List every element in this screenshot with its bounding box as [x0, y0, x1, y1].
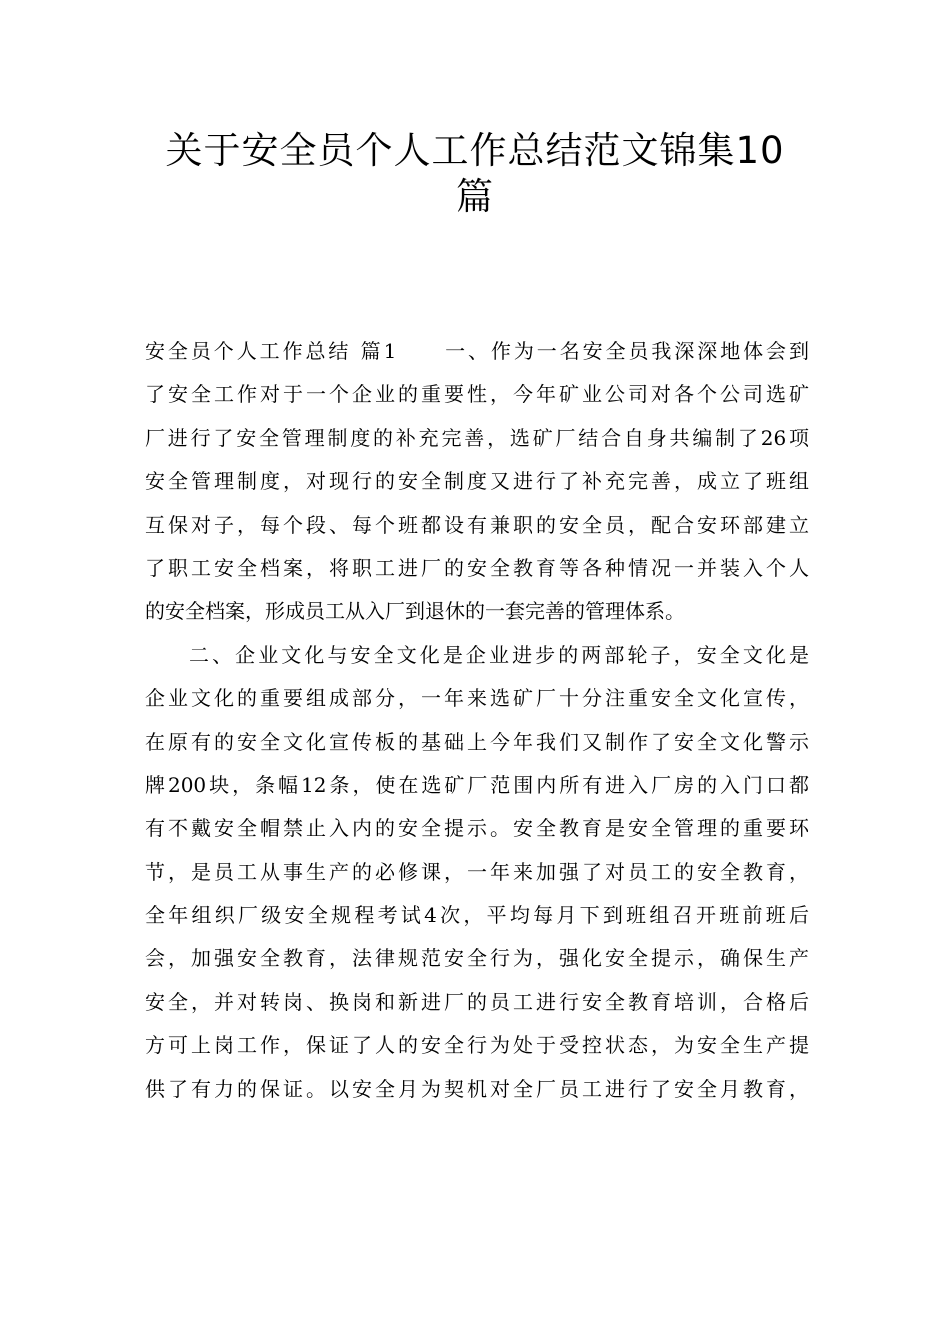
body-line: 全年组织厂级安全规程考试4次，平均每月下到班组召开班前班后: [145, 903, 809, 928]
body-line: 的安全档案，形成员工从入厂到退休的一套完善的管理体系。: [145, 599, 685, 624]
document-title: [140, 128, 810, 220]
body-line: 厂进行了安全管理制度的补充完善，选矿厂结合自身共编制了26项: [145, 425, 809, 450]
body-line: 互保对子，每个段、每个班都设有兼职的安全员，配合安环部建立: [145, 512, 809, 537]
body-line: 节，是员工从事生产的必修课，一年来加强了对员工的安全教育，: [145, 859, 809, 884]
body-line: 安全员个人工作总结 篇1 一、作为一名安全员我深深地体会到: [145, 339, 809, 363]
body-line: 供了有力的保证。以安全月为契机对全厂员工进行了安全月教育，: [145, 1076, 809, 1101]
body-line: 二、企业文化与安全文化是企业进步的两部轮子，安全文化是: [189, 642, 809, 667]
body-line: 安全管理制度，对现行的安全制度又进行了补充完善，成立了班组: [145, 469, 809, 494]
body-line: 方可上岗工作，保证了人的安全行为处于受控状态，为安全生产提: [145, 1033, 809, 1058]
body-line: 企业文化的重要组成部分，一年来选矿厂十分注重安全文化宣传，: [145, 686, 809, 711]
body-line: 了职工安全档案，将职工进厂的安全教育等各种情况一并装入个人: [145, 555, 809, 580]
body-line: 有不戴安全帽禁止入内的安全提示。安全教育是安全管理的重要环: [145, 816, 809, 841]
title-line-1: 关于安全员个人工作总结范文锦集10: [165, 129, 785, 172]
body-line: 会，加强安全教育，法律规范安全行为，强化安全提示，确保生产: [145, 946, 809, 971]
body-line: 了安全工作对于一个企业的重要性，今年矿业公司对各个公司选矿: [145, 382, 809, 407]
body-line: 在原有的安全文化宣传板的基础上今年我们又制作了安全文化警示: [145, 729, 809, 754]
title-line-2: 篇: [456, 175, 494, 218]
body-line: 牌200块，条幅12条，使在选矿厂范围内所有进入厂房的入门口都: [145, 772, 809, 797]
body-line: 安全，并对转岗、换岗和新进厂的员工进行安全教育培训，合格后: [145, 989, 809, 1014]
document-body: [145, 330, 809, 1111]
